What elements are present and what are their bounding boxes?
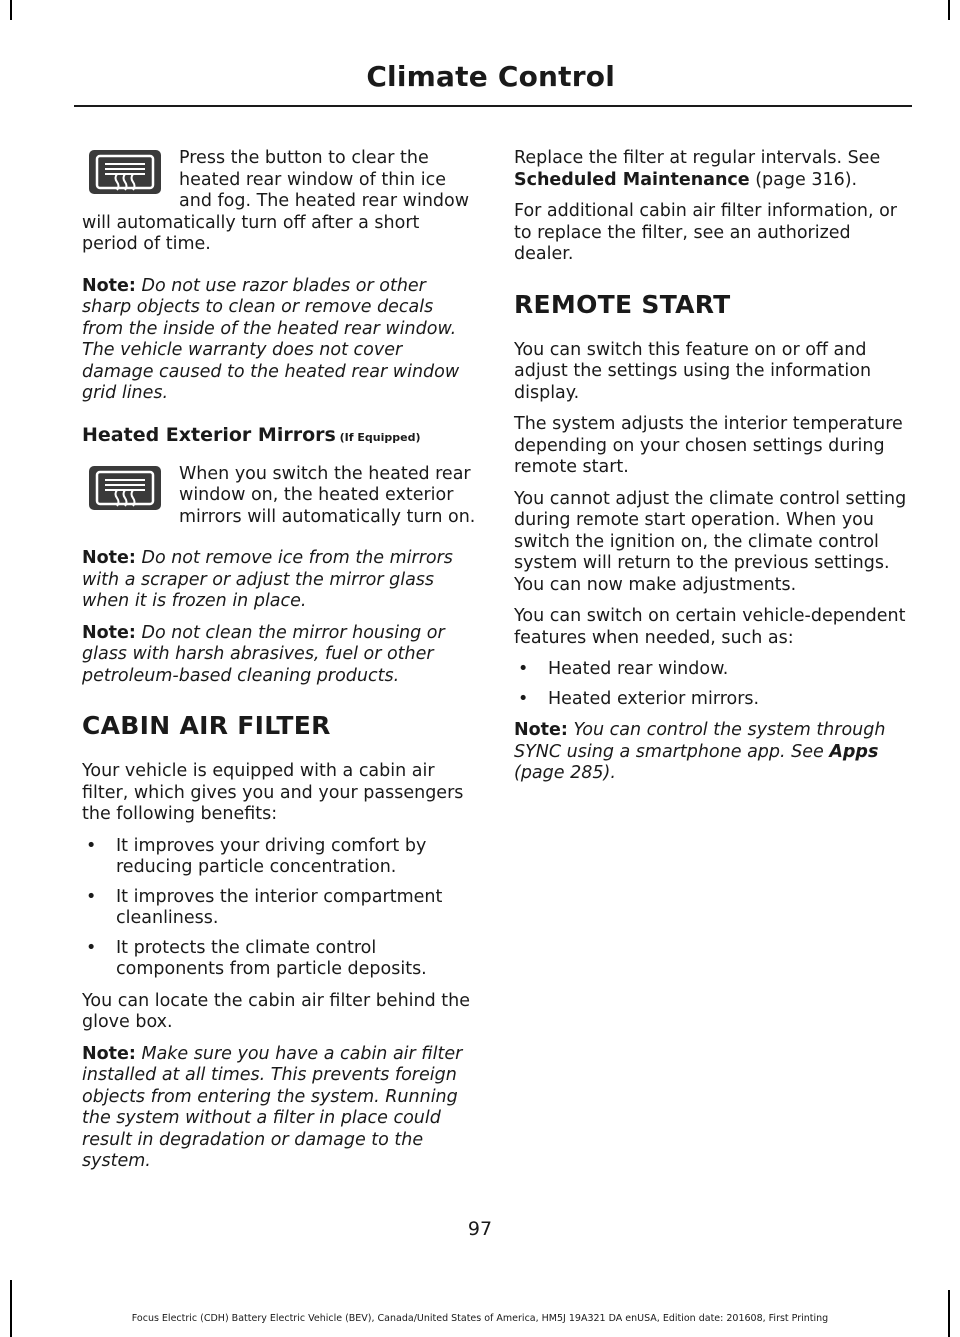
page-title: Climate Control bbox=[366, 60, 615, 93]
cabin-locate: You can locate the cabin air filter behind the glove box. bbox=[82, 990, 471, 1032]
rear-defrost-icon bbox=[89, 150, 161, 194]
remote-p2: The system adjusts the interior temperature depending on your chosen settings during remote start. bbox=[514, 414, 903, 477]
cabin-air-filter-heading: CABIN AIR FILTER bbox=[82, 711, 331, 740]
remote-features-list bbox=[514, 659, 909, 710]
list-item: • Heated exterior mirrors. bbox=[514, 689, 909, 711]
apps-link[interactable]: Apps bbox=[829, 741, 879, 762]
rear-window-block bbox=[82, 148, 477, 266]
additional-info-text: For additional cabin air filter information, or to replace the filter, see an authorized dealer. bbox=[514, 201, 897, 264]
mirrors-block bbox=[82, 464, 477, 539]
list-item: • Heated rear window. bbox=[514, 659, 909, 681]
crop-mark-top-left bbox=[10, 0, 12, 20]
rear-defrost-icon bbox=[89, 466, 161, 510]
note-ice: Note: Do not remove ice from the mirrors with a scraper or adjust the mirror glass when it is frozen in place. bbox=[82, 548, 453, 611]
remote-p1: You can switch this feature on or off and adjust the settings using the information display. bbox=[514, 339, 872, 403]
list-item: • It protects the climate control components from particle deposits. bbox=[82, 938, 477, 981]
crop-mark-top-right bbox=[948, 0, 950, 20]
remote-p3: You cannot adjust the climate control setting during remote start operation. When you switch the ignition on, the climate control system will return to the previous settings. You can now make adjustments. bbox=[514, 488, 907, 595]
right-column bbox=[514, 148, 909, 795]
header-rule bbox=[74, 105, 912, 107]
heated-mirrors-heading: Heated Exterior Mirrors (If Equipped) bbox=[82, 423, 421, 446]
list-item: • It improves the interior compartment cleanliness. bbox=[82, 887, 477, 930]
list-item: • It improves your driving comfort by reducing particle concentration. bbox=[82, 836, 477, 879]
cabin-intro: Your vehicle is equipped with a cabin air filter, which gives you and your passengers the following benefits: bbox=[82, 761, 464, 824]
note-sync: Note: You can control the system through SYNC using a smartphone app. See Apps (page 285). bbox=[514, 720, 886, 783]
scheduled-maintenance-link[interactable]: Scheduled Maintenance bbox=[514, 169, 750, 190]
remote-start-heading: REMOTE START bbox=[514, 289, 731, 319]
page-number: 97 bbox=[467, 1218, 493, 1240]
left-column bbox=[82, 148, 477, 1183]
crop-mark-bottom-left bbox=[10, 1280, 12, 1337]
footer-edition: Focus Electric (CDH) Battery Electric Vehicle (BEV), Canada/United States of America, HM5J 19A321 DA enUSA, Edition date: 201608, First Printing bbox=[131, 1313, 829, 1324]
rear-window-text: Press the button to clear the heated rear window of thin ice and fog. The heated rear window will automatically turn off after a short period of time. bbox=[82, 148, 470, 254]
replace-filter-text: Replace the filter at regular intervals. See Scheduled Maintenance (page 316). bbox=[514, 148, 881, 190]
note-clean: Note: Do not clean the mirror housing or glass with harsh abrasives, fuel or other petroleum-based cleaning products. bbox=[82, 622, 445, 686]
mirrors-text: When you switch the heated rear window on, the heated exterior mirrors will automatically turn on. bbox=[179, 463, 476, 527]
remote-p4: You can switch on certain vehicle-dependent features when needed, such as: bbox=[514, 606, 906, 648]
cabin-benefits-list bbox=[82, 836, 477, 981]
note-filter: Note: Make sure you have a cabin air filter installed at all times. This prevents foreign objects from entering the system. Running the system without a filter in place could result in degradation or damage to the system. bbox=[82, 1043, 463, 1171]
note-razor: Note: Do not use razor blades or other sharp objects to clean or remove decals from the inside of the heated rear window. The vehicle warranty does not cover damage caused to the heated rear window grid lines. bbox=[82, 275, 460, 403]
